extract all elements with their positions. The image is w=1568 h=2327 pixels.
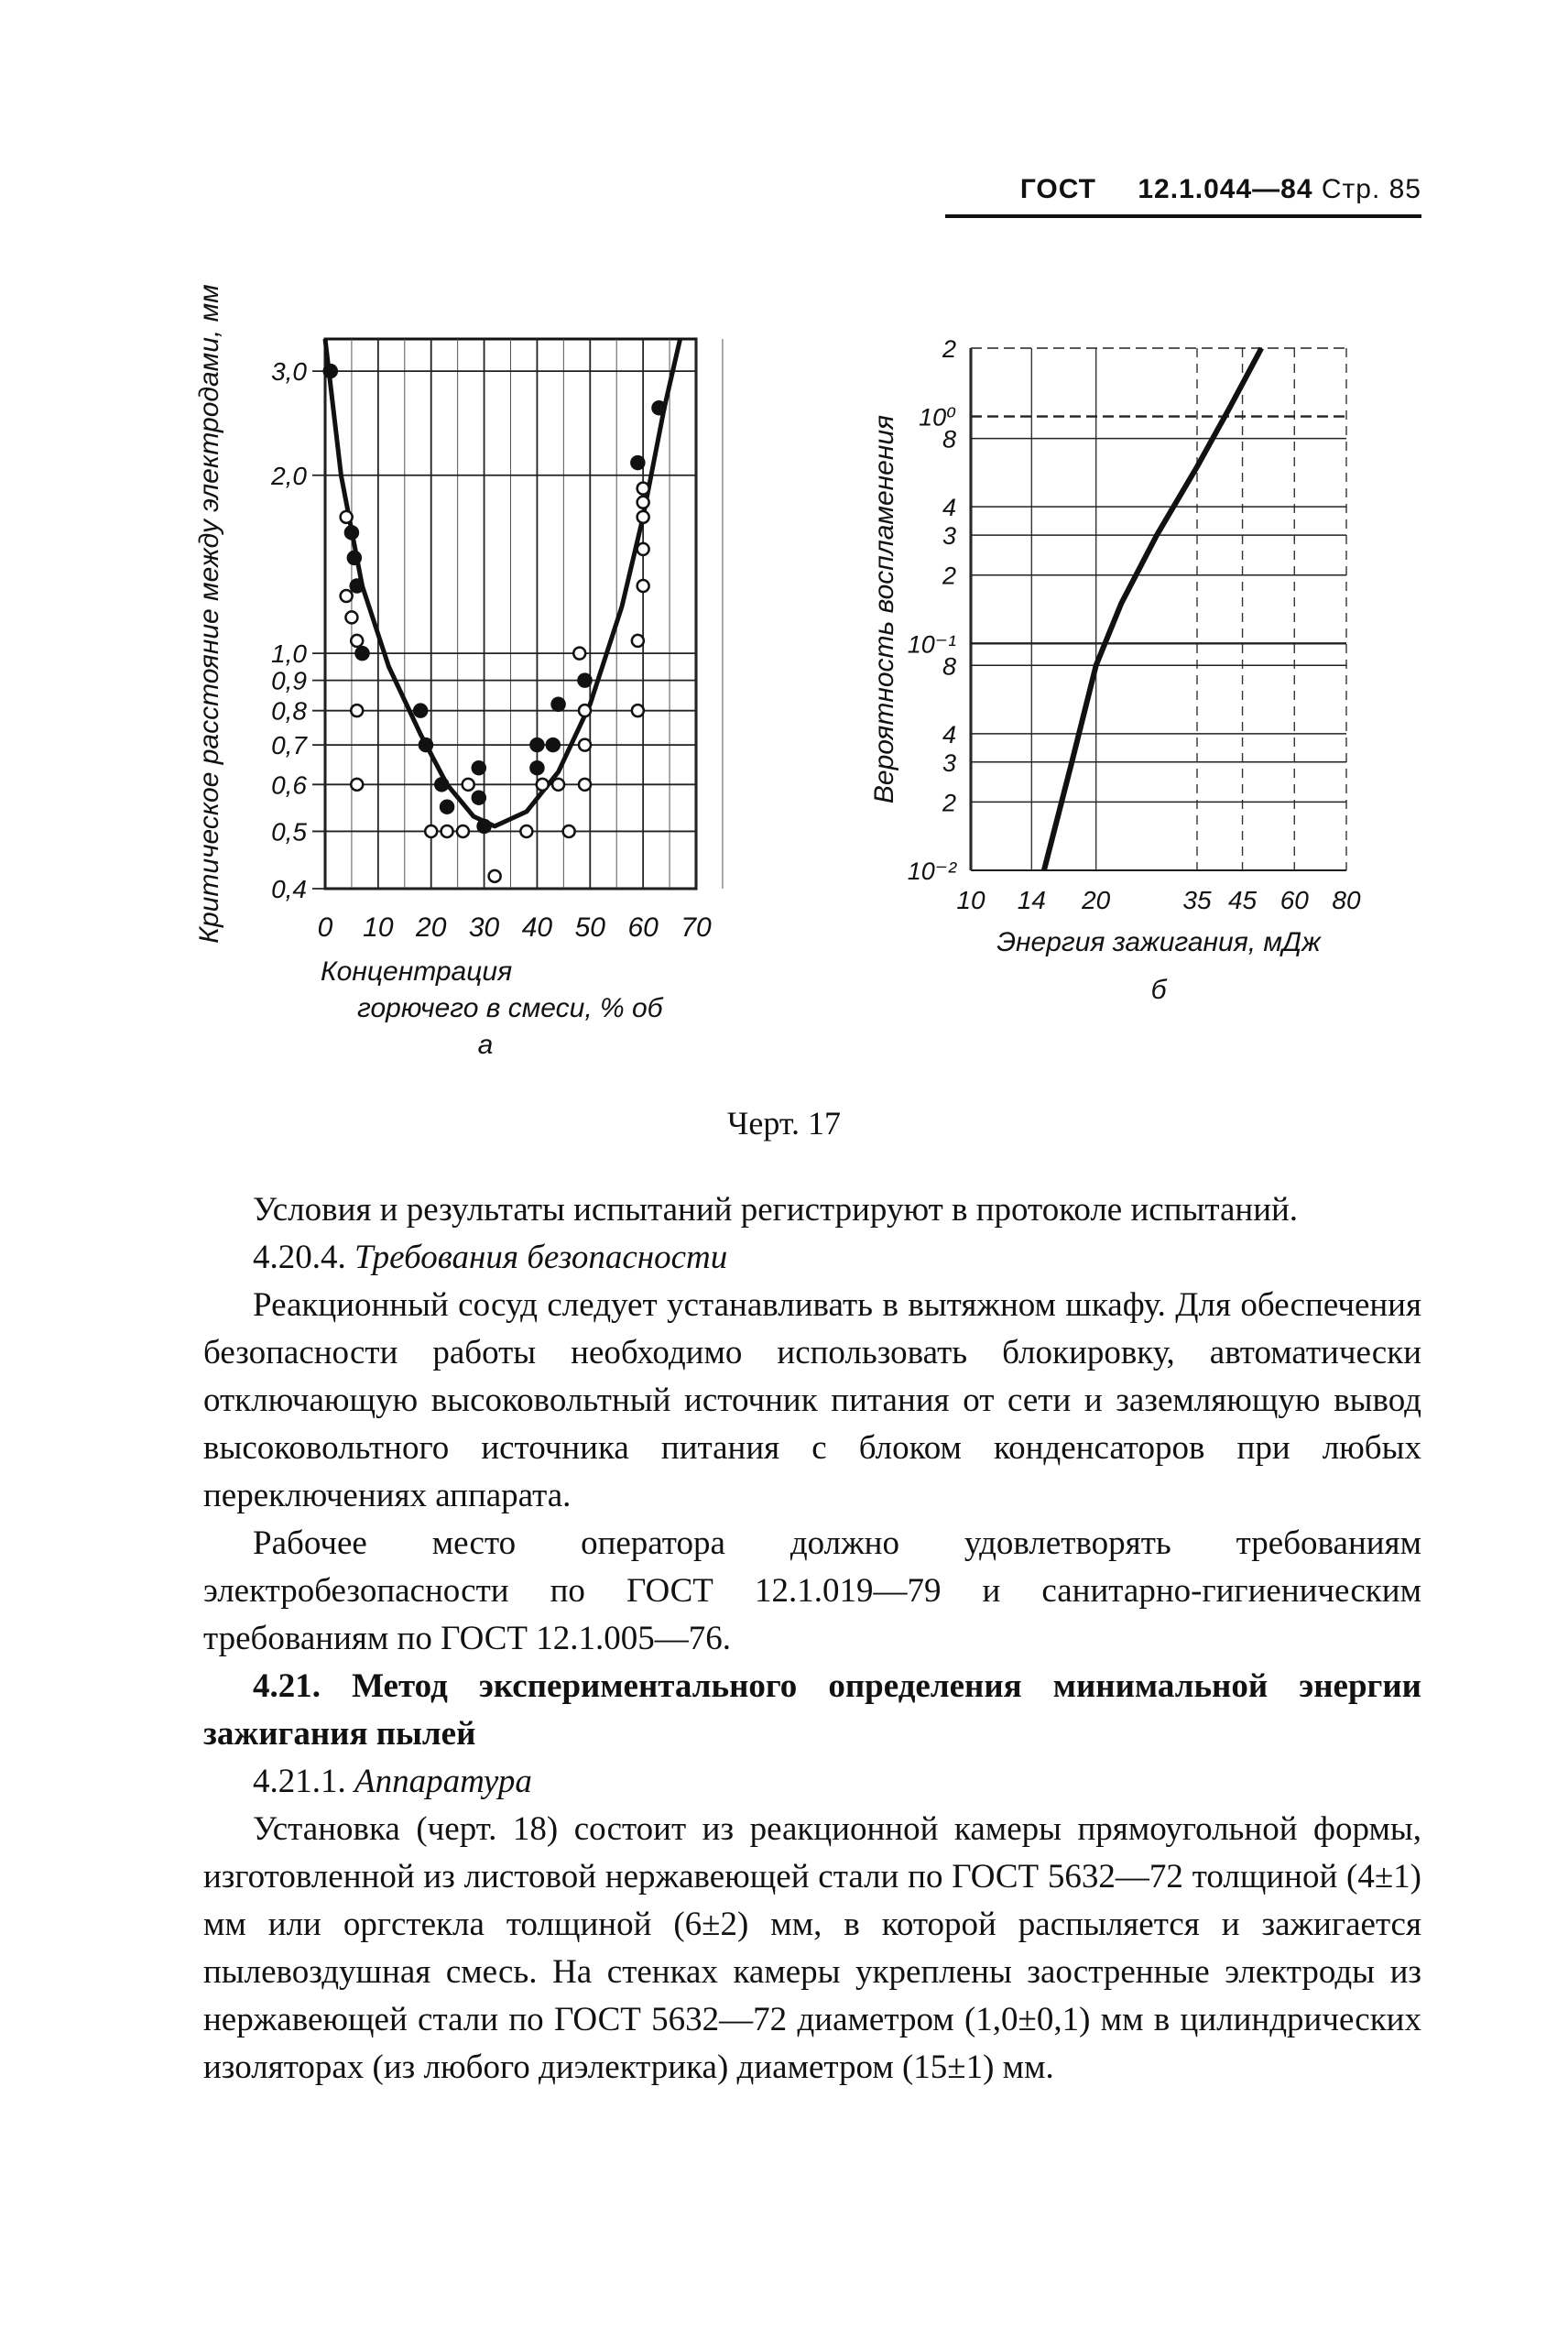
figure-caption: Черт. 17 — [727, 1105, 841, 1142]
chart-a-point-hollow — [637, 511, 649, 523]
chart-a-point-filled — [478, 820, 491, 833]
paragraph-apparatus: Установка (черт. 18) состоит из реакционной камеры прямоугольной формы, изготовленной из листовой нержавеющей стали по ГОСТ 5632—72 толщиной (4±1) мм или оргстекла толщиной (6±2) мм, в которой распыляется и зажигается пылевоздушная смесь. На стенках камеры укреплены заостренные электроды из нержавеющей стали по ГОСТ 5632—72 диаметром (1,0±0,1) мм в цилиндрических изоляторах (из любого диэлектрика) диаметром (15±1) мм. — [203, 1810, 1421, 2086]
chart-a-y-tick-label: 0,7 — [271, 731, 307, 760]
chart-a-y-tick-label: 2,0 — [271, 461, 307, 490]
chart-a-point-hollow — [489, 870, 501, 882]
chart-a-point-hollow — [637, 497, 649, 508]
chart-a-x-tick-label: 60 — [627, 912, 659, 943]
chart-b-y-tick-label: 3 — [942, 748, 956, 777]
section-title: Метод экспериментального определения минимальной энергии зажигания пылей — [203, 1667, 1421, 1753]
chart-a-point-hollow — [520, 825, 532, 837]
chart-a-point-filled — [435, 778, 448, 791]
chart-a-point-filled — [356, 647, 369, 660]
chart-a-x-tick-label: 40 — [521, 912, 553, 943]
chart-a-y-tick-label: 0,4 — [271, 875, 307, 903]
page-header — [945, 174, 1421, 218]
chart-b-y-tick-label: 10⁻² — [907, 858, 956, 885]
chart-a-point-filled — [473, 792, 485, 804]
section-number: 4.21.1. — [253, 1763, 346, 1800]
chart-a-point-filled — [653, 401, 666, 414]
chart-a-point-filled — [324, 365, 337, 377]
figure-17 — [0, 284, 1568, 1060]
chart-a-point-hollow — [441, 825, 453, 837]
chart-b-y-tick-label: 10⁻¹ — [907, 630, 956, 659]
paragraph-protocol: Условия и результаты испытаний регистрируют в протоколе испытаний. — [253, 1191, 1299, 1229]
chart-a-y-tick-label: 0,5 — [271, 817, 307, 847]
chart-a-point-hollow — [341, 590, 353, 602]
chart-a-point-hollow — [579, 739, 591, 751]
chart-a-point-hollow — [637, 580, 649, 592]
chart-a-x-tick-label: 30 — [468, 912, 500, 943]
chart-a-y-tick-label: 0,8 — [271, 696, 307, 726]
chart-a-point-filled — [631, 456, 644, 469]
chart-a-point-hollow — [341, 511, 353, 523]
chart-a-point-filled — [351, 580, 364, 593]
chart-a-point-hollow — [463, 779, 474, 791]
body-text — [203, 1186, 1421, 2092]
chart-a-y-tick-label: 0,9 — [271, 666, 307, 695]
chart-b-y-tick-label: 8 — [942, 652, 956, 681]
standard-number: 12.1.044—84 — [1138, 174, 1313, 204]
section-4-21-1-heading — [203, 1758, 1421, 1806]
chart-a-point-filled — [547, 738, 560, 751]
chart-a-x-axis-label-line1: Концентрация — [321, 956, 513, 987]
chart-a-point-hollow — [637, 483, 649, 495]
chart-b-x-tick-label: 35 — [1182, 886, 1212, 914]
chart-a-point-filled — [473, 761, 485, 774]
chart-a-point-hollow — [573, 648, 585, 660]
chart-b-y-tick-label: 2 — [942, 562, 956, 590]
section-4-20-4-heading — [203, 1234, 1421, 1282]
chart-a-point-filled — [530, 738, 543, 751]
chart-b-y-tick-label: 4 — [942, 720, 956, 748]
chart-a-point-hollow — [552, 779, 564, 791]
chart-b-panel-label: б — [1150, 975, 1167, 1005]
chart-a-point-hollow — [457, 825, 469, 837]
gost-label: ГОСТ — [1019, 174, 1097, 204]
chart-a-point-hollow — [351, 779, 363, 791]
chart-a-point-filled — [419, 738, 432, 751]
chart-a-point-hollow — [537, 779, 549, 791]
chart-a-x-axis-label-line2: горючего в смеси, % об — [357, 993, 663, 1023]
section-4-21-heading — [203, 1663, 1421, 1758]
chart-a-point-hollow — [425, 825, 437, 837]
chart-b-x-tick-label: 14 — [1017, 886, 1046, 914]
chart-a-y-axis-label: Критическое расстояние между электродами, мм — [194, 284, 224, 944]
chart-b-x-tick-label: 60 — [1279, 886, 1309, 914]
chart-b-x-axis-label: Энергия зажигания, мДж — [996, 927, 1321, 957]
chart-a — [194, 284, 723, 1060]
chart-a-point-hollow — [351, 705, 363, 716]
chart-a-point-hollow — [632, 635, 644, 647]
paragraph-safety: Реакционный сосуд следует устанавливать в вытяжном шкафу. Для обеспечения безопасности работы необходимо использовать блокировку, автоматически отключающую высоковольтный источник питания от сети и заземляющую вывод высоковольтного источника питания с блоком конденсаторов при любых переключениях аппарата. — [203, 1286, 1421, 1514]
section-number: 4.21. — [253, 1667, 321, 1705]
chart-b-x-tick-label: 10 — [956, 886, 985, 914]
chart-b-y-axis-label: Вероятность воспламенения — [869, 414, 899, 804]
chart-b-y-tick-label: 2 — [942, 789, 956, 817]
chart-a-point-filled — [345, 526, 358, 539]
chart-a-point-filled — [530, 761, 543, 774]
chart-a-point-filled — [414, 705, 427, 717]
chart-b — [869, 335, 1361, 1005]
page-number: Стр. 85 — [1321, 174, 1421, 204]
section-number: 4.20.4. — [253, 1239, 346, 1276]
chart-b-x-tick-label: 45 — [1227, 886, 1258, 914]
chart-a-x-tick-label: 20 — [416, 912, 447, 943]
chart-b-y-tick-label: 8 — [942, 425, 956, 453]
chart-b-y-tick-label: 2 — [942, 335, 956, 363]
chart-b-y-tick-label: 4 — [942, 494, 956, 522]
section-title: Требования безопасности — [354, 1239, 728, 1276]
chart-a-point-hollow — [563, 825, 575, 837]
chart-b-curve — [1044, 348, 1261, 870]
chart-a-point-hollow — [351, 635, 363, 647]
paragraph-workplace: Рабочее место оператора должно удовлетворять требованиям электробезопасности по ГОСТ 12.1.019—79 и санитарно-гигиеническим требованиям по ГОСТ 12.1.005—76. — [203, 1524, 1421, 1657]
chart-a-x-tick-label: 10 — [363, 912, 394, 943]
chart-a-y-tick-label: 0,6 — [271, 770, 307, 800]
chart-a-x-tick-label: 0 — [317, 912, 333, 943]
chart-a-y-tick-label: 1,0 — [271, 639, 307, 669]
chart-a-point-filled — [579, 674, 592, 687]
chart-a-point-hollow — [579, 779, 591, 791]
chart-a-point-hollow — [579, 705, 591, 716]
chart-a-x-tick-label: 50 — [574, 912, 605, 943]
chart-a-point-filled — [348, 552, 361, 564]
chart-a-point-hollow — [632, 705, 644, 716]
chart-a-point-hollow — [637, 543, 649, 555]
chart-a-point-hollow — [345, 611, 357, 623]
chart-a-point-filled — [552, 698, 565, 711]
section-title: Аппаратура — [354, 1763, 532, 1800]
chart-a-panel-label: а — [477, 1030, 494, 1060]
chart-a-x-tick-label: 70 — [681, 912, 712, 943]
chart-b-y-tick-label: 10⁰ — [919, 403, 956, 432]
chart-a-y-tick-label: 3,0 — [271, 357, 307, 387]
chart-b-x-tick-label: 80 — [1332, 886, 1361, 914]
chart-a-point-filled — [441, 801, 453, 814]
chart-b-y-tick-label: 3 — [942, 522, 956, 551]
chart-b-x-tick-label: 20 — [1082, 886, 1111, 914]
